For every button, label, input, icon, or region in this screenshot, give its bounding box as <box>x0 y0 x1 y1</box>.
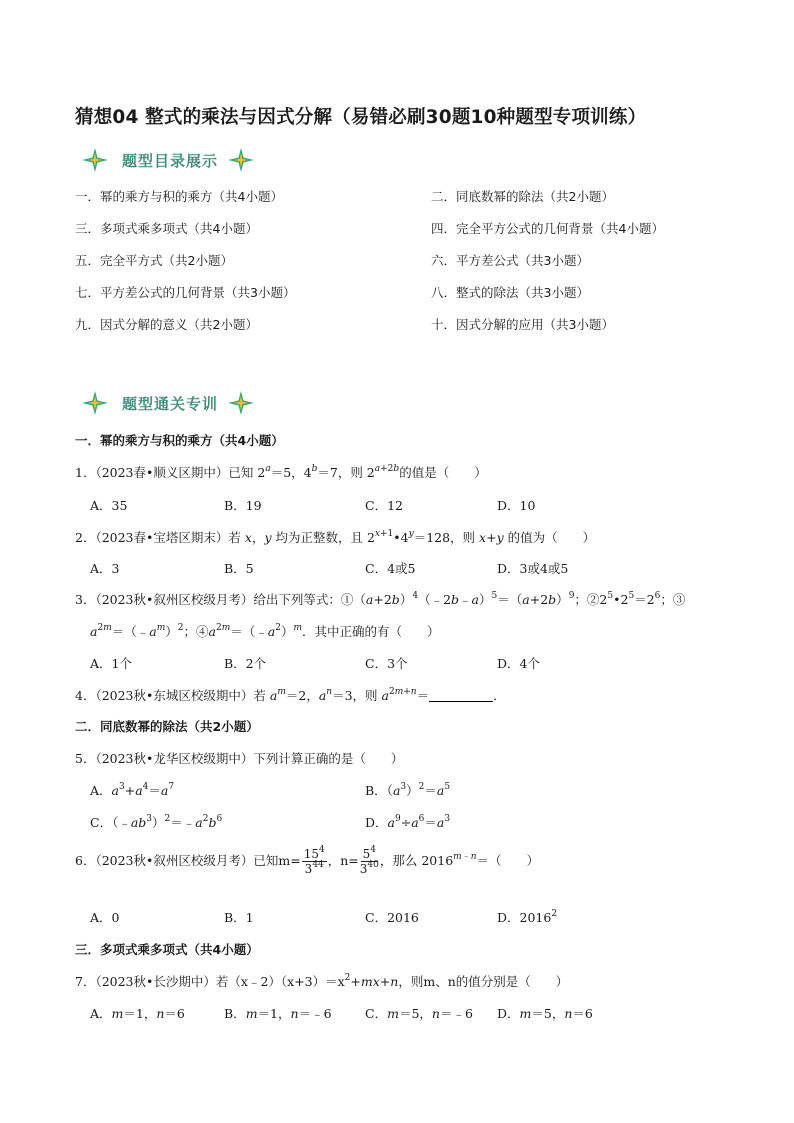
question-2: 2．（2023春•宝塔区期末）若 x，y 均为正整数，且 $2^{x+1}•4^y=128$，则 x+y 的值为（ ） <box>75 529 596 545</box>
fraction: $\frac{15^4}{3^{44}}$ <box>303 845 325 876</box>
toc-item[interactable]: 二．同底数幂的除法（共2小题） <box>431 189 614 204</box>
toc-section-title: 题型目录展示 <box>122 151 219 170</box>
question-text: 2．（2023春•宝塔区期末）若 <box>75 530 241 545</box>
sparkle-icon <box>82 148 108 172</box>
question-text: 1．（2023春•顺义区期中）已知 2 <box>75 465 266 480</box>
toc-item[interactable]: 九．因式分解的意义（共2小题） <box>75 317 258 332</box>
question-text: 4．（2023秋•东城区校级期中）若 <box>75 688 266 703</box>
option-b[interactable]: B．m＝1，n＝﹣6 <box>224 1006 332 1021</box>
option-c[interactable]: C．3个 <box>365 656 408 671</box>
question-6: 6．（2023秋•叙州区校级月考）已知m= $\frac{15^4}{3^{44}}$ ，n= $\frac{5^4}{3^{40}}$ ，那么 $2016^{m﹣n}=$（ ） <box>75 845 540 876</box>
toc-item[interactable]: 七．平方差公式的几何背景（共3小题） <box>75 285 296 300</box>
page-title: 猜想04 整式的乘法与因式分解（易错必刷30题10种题型专项训练） <box>75 107 647 128</box>
toc-item[interactable]: 十．因式分解的应用（共3小题） <box>431 317 614 332</box>
option-c[interactable]: C．12 <box>365 498 403 513</box>
category-heading: 二．同底数幂的除法（共2小题） <box>75 719 259 734</box>
question-3-cont: $a^{2m}=(﹣a^m)^2$；$④a^{2m}=(﹣a^2)^m$．其中正确的有（ ） <box>90 623 440 639</box>
option-c[interactable]: C．2016 <box>365 910 419 925</box>
option-a[interactable]: A．m＝1，n＝6 <box>90 1006 185 1021</box>
option-d[interactable]: D．4个 <box>497 656 540 671</box>
question-3: 3．（2023秋•叙州区校级月考）给出下列等式：$①(a+2b)^4(﹣2b﹣a)^5=(a+2b)^9$；$②2^5•2^5=2^6$；③ <box>75 591 686 607</box>
training-section-header <box>82 391 254 415</box>
training-section-title: 题型通关专训 <box>122 394 219 413</box>
option-d[interactable]: D．$a^9\div a^6=a^3$ <box>365 814 451 830</box>
question-text: 7．（2023秋•长沙期中）若（x﹣2）（x+3）＝x <box>75 974 345 989</box>
option-b[interactable]: B．1 <box>224 910 254 925</box>
question-text: 6．（2023秋•叙州区校级月考）已知 <box>75 853 279 868</box>
option-a[interactable]: A．$a^3+a^4=a^7$ <box>90 782 175 798</box>
option-d[interactable]: D．10 <box>497 498 536 513</box>
question-7: 7．（2023秋•长沙期中）若$(x﹣2)(x+3)=x^2+mx+n$，则m、n的值分别是（ ） <box>75 973 569 989</box>
category-heading: 一．幂的乘方与积的乘方（共4小题） <box>75 433 284 448</box>
option-d[interactable]: D．3或4或5 <box>497 561 569 576</box>
question-4: 4．（2023秋•东城区校级期中）若 $a^m=2$，$a^n=3$，则 $a^{2m+n}=$ ． <box>75 687 506 703</box>
option-a[interactable]: A．0 <box>90 910 120 925</box>
option-b[interactable]: B．19 <box>224 498 262 513</box>
toc-item[interactable]: 八．整式的除法（共3小题） <box>431 285 589 300</box>
option-d[interactable]: D．m＝5，n＝6 <box>497 1006 593 1021</box>
option-d-text: D．2016 <box>497 910 552 925</box>
option-c[interactable]: C．$(﹣ab^3)^2=﹣a^2b^6$ <box>90 814 223 830</box>
question-5: 5．（2023秋•龙华区校级期中）下列计算正确的是（ ） <box>75 751 404 766</box>
option-b[interactable]: B．$(a^3)^2=a^5$ <box>365 782 451 798</box>
option-c[interactable]: C．m＝5，n＝﹣6 <box>365 1006 473 1021</box>
toc-item[interactable]: 一．幂的乘方与积的乘方（共4小题） <box>75 189 283 204</box>
option-a[interactable]: A．1个 <box>90 656 132 671</box>
toc-section-header <box>82 148 254 172</box>
option-b[interactable]: B．2个 <box>224 656 267 671</box>
question-text-tail: ，则m、n的值分别是（ ） <box>398 974 569 989</box>
toc-item[interactable]: 六．平方差公式（共3小题） <box>431 253 589 268</box>
category-heading: 三．多项式乘多项式（共4小题） <box>75 942 259 957</box>
option-d[interactable]: D．2016$^2$ <box>497 909 558 925</box>
option-c[interactable]: C．4或5 <box>365 561 416 576</box>
option-a[interactable]: A．3 <box>90 561 120 576</box>
answer-blank[interactable] <box>429 700 493 702</box>
question-text: 3．（2023秋•叙州区校级月考）给出下列等式： <box>75 592 341 607</box>
toc-item[interactable]: 五．完全平方式（共2小题） <box>75 253 233 268</box>
option-a[interactable]: A．35 <box>90 498 128 513</box>
option-b[interactable]: B．5 <box>224 561 254 576</box>
toc-item[interactable]: 三．多项式乘多项式（共4小题） <box>75 221 258 236</box>
sparkle-icon <box>228 391 254 415</box>
toc-item[interactable]: 四．完全平方公式的几何背景（共4小题） <box>431 221 664 236</box>
fraction: $\frac{5^4}{3^{40}}$ <box>359 845 379 876</box>
sparkle-icon <box>82 391 108 415</box>
sparkle-icon <box>228 148 254 172</box>
question-1: 1．（2023春•顺义区期中）已知 $2^a=5$，$4^b=7$，则 $2^{a+2b}$的值是（ ） <box>75 464 487 480</box>
